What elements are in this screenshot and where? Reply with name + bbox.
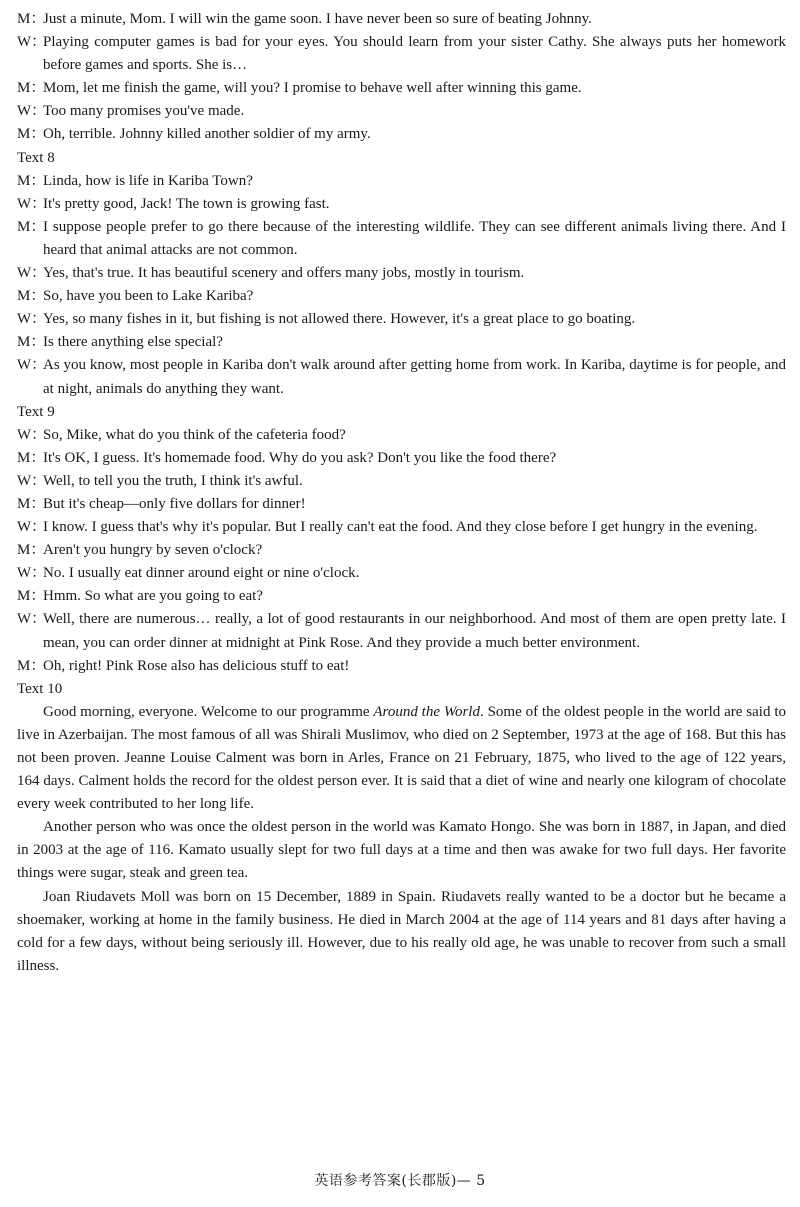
speaker-label: W：	[17, 357, 47, 374]
dialogue-text: So, have you been to Lake Kariba?	[43, 288, 254, 305]
dialogue-line	[17, 354, 786, 400]
speaker-label: M：	[17, 11, 46, 27]
speaker-label: M：	[17, 449, 46, 466]
dialogue-text: Playing computer games is bad for your eyes. You should learn from your sister Cathy. She always puts her homework before games and sports. She is…	[43, 34, 786, 74]
dialogue-text: Linda, how is life in Kariba Town?	[43, 172, 253, 189]
dialogue-text: Yes, that's true. It has beautiful scenery and offers many jobs, mostly in tourism.	[43, 265, 525, 282]
document-body	[17, 8, 786, 978]
dialogue-text: As you know, most people in Kariba don't walk around after getting home from work. In Kariba, daytime is for people, and at night, animals do anything they want.	[43, 357, 786, 397]
dialogue-line	[17, 331, 786, 354]
dialogue-line	[17, 193, 786, 216]
dialogue-line	[17, 100, 786, 123]
dialogue-line	[17, 562, 786, 585]
dialogue-text: Aren't you hungry by seven o'clock?	[43, 542, 263, 559]
speaker-label: W：	[17, 426, 47, 443]
section-heading: Text 8	[17, 149, 55, 166]
dialogue-line	[17, 655, 786, 678]
paragraph-text: Another person who was once the oldest person in the world was Kamato Hongo. She was born in 1887, in Japan, and died in 2003 at the age of 116. Kamato usually slept for two full days at a time and then was awake for two full days. Her favorite things were sugar, steak and green tea.	[17, 819, 786, 882]
dialogue-line	[17, 123, 786, 146]
paragraph-text: . Some of the oldest people in the world are said to live in Azerbaijan. The most famous of all was Shirali Muslimov, who died on 2 September, 1973 at the age of 168. But this has not been proven. Jeanne Louise Calment was born in Arles, France on 21 February, 1875, who lived to the age of 122 years, 164 days. Calment holds the record for the oldest person ever. It is said that a diet of wine and nearly one kilogram of chocolate every week contributed to her long life.	[17, 703, 786, 813]
dialogue-text: Mom, let me finish the game, will you? I promise to behave well after winning this game.	[43, 80, 582, 97]
dialogue-line	[17, 170, 786, 193]
speaker-label: M：	[17, 588, 46, 605]
dialogue-line	[17, 470, 786, 493]
paragraph-text: Joan Riudavets Moll was born on 15 December, 1889 in Spain. Riudavets really wanted to be a doctor but he became a shoemaker, working at home in the family business. He died in March 2004 at the age of 114 years and 81 days after having a cold for a few days, without being seriously ill. However, due to his really old age, he was unable to recover from such a small illness.	[17, 888, 786, 974]
speaker-label: W：	[17, 311, 47, 328]
dialogue-line	[17, 308, 786, 331]
dialogue-text: It's pretty good, Jack! The town is growing fast.	[43, 195, 330, 212]
dialogue-text: I suppose people prefer to go there because of the interesting wildlife. They can see different animals living there. And I heard that animal attacks are not common.	[43, 218, 786, 258]
speaker-label: M：	[17, 657, 46, 674]
dialogue-text: Hmm. So what are you going to eat?	[43, 588, 263, 605]
paragraph	[17, 886, 786, 978]
page-footer: 英语参考答案(长郡版)— 5	[314, 1173, 486, 1189]
dialogue-line	[17, 216, 786, 262]
paragraph-text-start: Good morning, everyone. Welcome to our programme	[43, 703, 374, 720]
programme-title: Around the World	[373, 703, 480, 720]
speaker-label: M：	[17, 334, 46, 351]
speaker-label: M：	[17, 80, 46, 97]
dialogue-line	[17, 8, 786, 31]
dialogue-line	[17, 31, 786, 77]
dialogue-text: Is there anything else special?	[43, 334, 223, 351]
dialogue-line	[17, 424, 786, 447]
dialogue-line	[17, 516, 786, 539]
dialogue-text: But it's cheap—only five dollars for dinner!	[43, 495, 306, 512]
speaker-label: W：	[17, 195, 47, 212]
dialogue-text: It's OK, I guess. It's homemade food. Why do you ask? Don't you like the food there?	[43, 449, 557, 466]
dialogue-text: Oh, right! Pink Rose also has delicious stuff to eat!	[43, 657, 350, 674]
speaker-label: W：	[17, 34, 47, 51]
speaker-label: W：	[17, 565, 47, 582]
dialogue-text: Well, to tell you the truth, I think it's awful.	[43, 472, 303, 489]
dialogue-line	[17, 285, 786, 308]
dialogue-text: Yes, so many fishes in it, but fishing is not allowed there. However, it's a great place to go boating.	[43, 311, 636, 328]
speaker-label: W：	[17, 611, 47, 628]
speaker-label: M：	[17, 126, 46, 143]
dialogue-text: So, Mike, what do you think of the cafeteria food?	[43, 426, 346, 443]
speaker-label: M：	[17, 495, 46, 512]
dialogue-text: Too many promises you've made.	[43, 103, 245, 120]
speaker-label: W：	[17, 103, 47, 120]
dialogue-text: Well, there are numerous… really, a lot of good restaurants in our neighborhood. And most of them are open pretty late. I mean, you can order dinner at midnight at Pink Rose. And they provide a much better environment.	[43, 611, 786, 651]
dialogue-line	[17, 608, 786, 654]
speaker-label: M：	[17, 172, 46, 189]
dialogue-line	[17, 77, 786, 100]
speaker-label: M：	[17, 542, 46, 559]
dialogue-text: I know. I guess that's why it's popular. But I really can't eat the food. And they close before I get hungry in the evening.	[43, 519, 758, 536]
dialogue-line	[17, 262, 786, 285]
paragraph	[17, 816, 786, 885]
dialogue-line	[17, 447, 786, 470]
dialogue-line	[17, 585, 786, 608]
speaker-label: M：	[17, 218, 46, 235]
dialogue-line	[17, 493, 786, 516]
dialogue-text: No. I usually eat dinner around eight or nine o'clock.	[43, 565, 360, 582]
speaker-label: W：	[17, 519, 47, 536]
section-heading: Text 10	[17, 680, 63, 697]
section-heading: Text 9	[17, 403, 55, 420]
speaker-label: W：	[17, 265, 47, 282]
speaker-label: W：	[17, 472, 47, 489]
dialogue-line	[17, 539, 786, 562]
speaker-label: M：	[17, 288, 46, 305]
dialogue-text: Oh, terrible. Johnny killed another soldier of my army.	[43, 126, 371, 143]
paragraph	[17, 701, 786, 816]
dialogue-text: Just a minute, Mom. I will win the game soon. I have never been so sure of beating Johnny.	[43, 11, 592, 27]
